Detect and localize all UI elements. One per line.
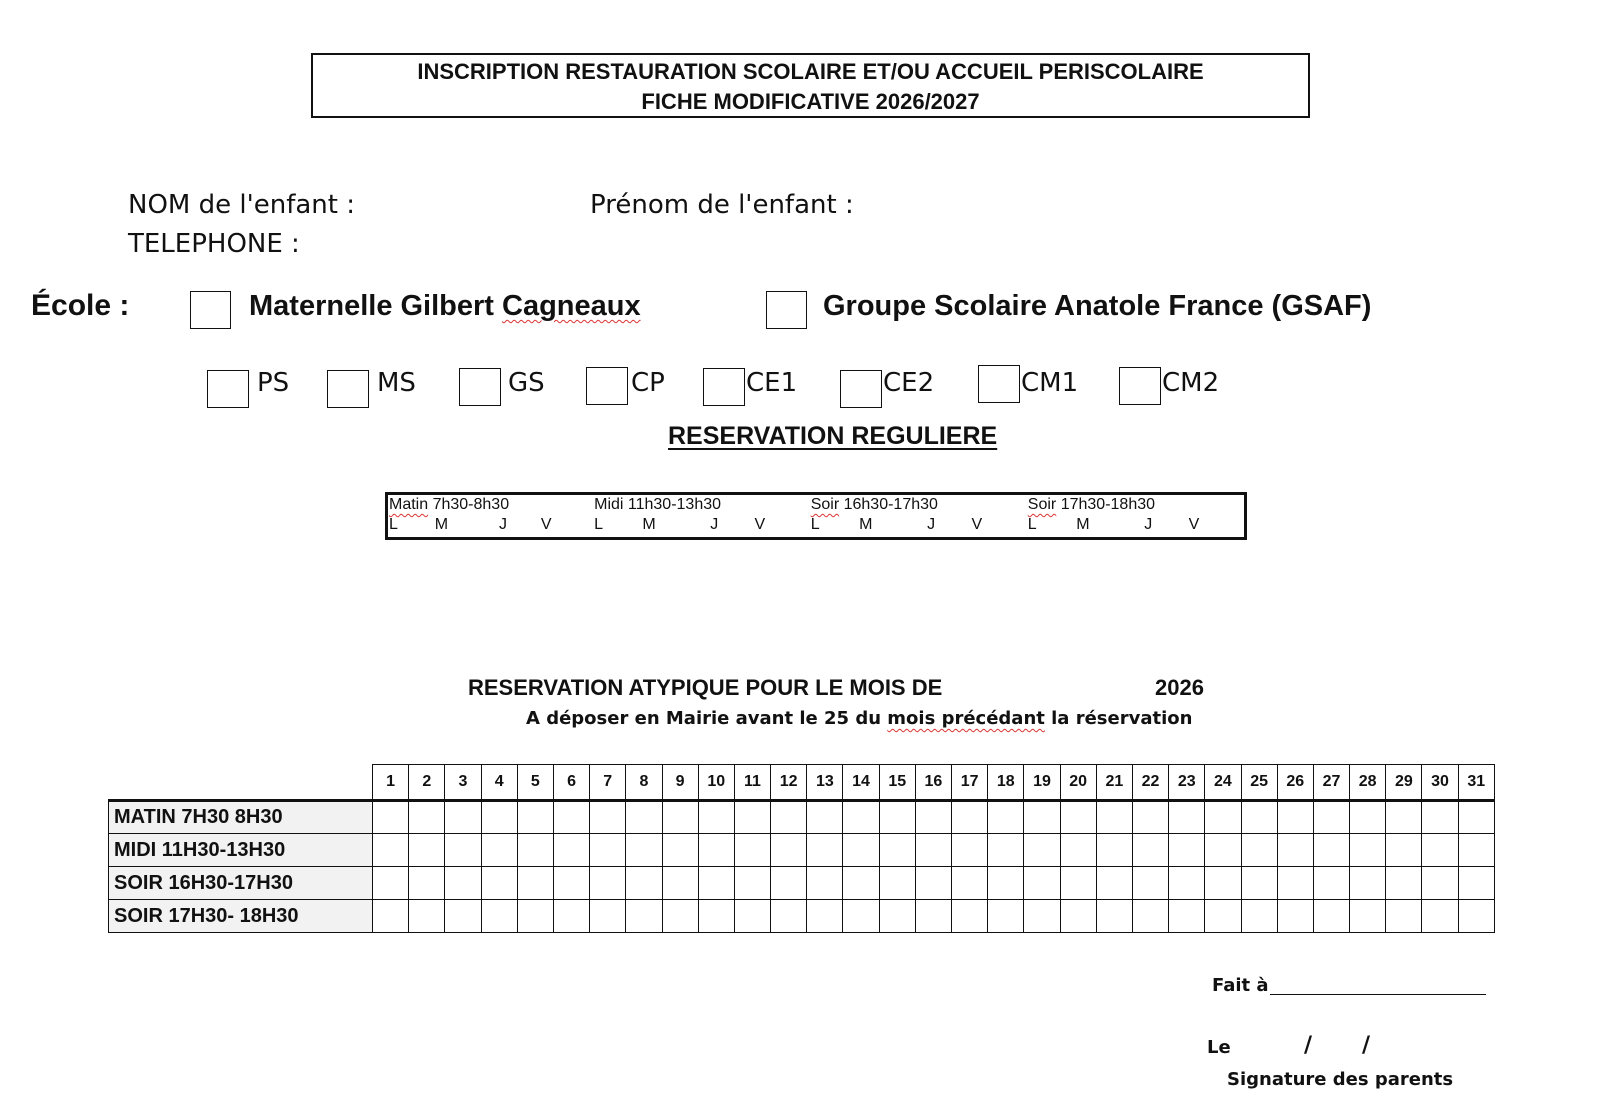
regular-day-checkbox[interactable] — [434, 535, 498, 537]
form-title-box — [311, 53, 1310, 118]
calendar-day-cell[interactable] — [1313, 900, 1349, 933]
form-subtitle: FICHE MODIFICATIVE 2026/2027 — [641, 89, 980, 114]
calendar-day-cell[interactable] — [1060, 801, 1096, 834]
calendar-day-cell[interactable] — [843, 867, 879, 900]
day-label: M — [859, 516, 873, 533]
form-title: INSCRIPTION RESTAURATION SCOLAIRE ET/OU ACCUEIL PERISCOLAIRE — [417, 59, 1204, 84]
calendar-day-cell[interactable] — [409, 867, 445, 900]
fait-a-line[interactable] — [1270, 994, 1486, 995]
calendar-day-cell[interactable] — [1132, 867, 1168, 900]
calendar-day-number: 13 — [807, 765, 843, 801]
calendar-day-number: 5 — [517, 765, 553, 801]
day-label: J — [927, 516, 936, 533]
calendar-day-cell[interactable] — [1024, 834, 1060, 867]
calendar-day-cell[interactable] — [1422, 867, 1458, 900]
regular-reservation-grid — [388, 495, 1244, 537]
calendar-day-cell[interactable] — [879, 900, 915, 933]
calendar-day-cell[interactable] — [1096, 834, 1132, 867]
calendar-day-cell[interactable] — [734, 801, 770, 834]
calendar-day-number: 22 — [1132, 765, 1168, 801]
day-label: L — [594, 516, 604, 533]
calendar-day-cell[interactable] — [1060, 867, 1096, 900]
calendar-day-cell[interactable] — [1422, 834, 1458, 867]
regular-days-row — [388, 515, 1244, 535]
calendar-day-cell[interactable] — [662, 867, 698, 900]
level-ce1-label: CE1 — [746, 368, 798, 398]
calendar-day-cell[interactable] — [1350, 867, 1386, 900]
level-cp-checkbox[interactable] — [586, 367, 628, 405]
calendar-day-cell[interactable] — [1024, 900, 1060, 933]
calendar-day-number: 30 — [1422, 765, 1458, 801]
calendar-day-number: 3 — [445, 765, 481, 801]
calendar-day-cell[interactable] — [1132, 834, 1168, 867]
calendar-day-cell[interactable] — [1096, 867, 1132, 900]
calendar-day-cell[interactable] — [517, 900, 553, 933]
calendar-day-cell[interactable] — [553, 801, 589, 834]
date-slash-2: / — [1362, 1033, 1371, 1058]
calendar-row-label: SOIR 16H30-17H30 — [109, 867, 373, 900]
level-gs-label: GS — [508, 368, 545, 398]
calendar-day-number: 12 — [771, 765, 807, 801]
calendar-day-cell[interactable] — [445, 834, 481, 867]
regular-day-checkbox[interactable] — [641, 535, 709, 537]
calendar-day-cell[interactable] — [373, 834, 409, 867]
calendar-day-cell[interactable] — [1277, 801, 1313, 834]
calendar-day-number: 14 — [843, 765, 879, 801]
calendar-day-number: 6 — [553, 765, 589, 801]
child-first-name-label: Prénom de l'enfant : — [590, 190, 854, 220]
slot-header-soir-1 — [810, 495, 1027, 515]
calendar-day-number: 24 — [1205, 765, 1241, 801]
calendar-day-cell[interactable] — [590, 867, 626, 900]
calendar-day-number: 7 — [590, 765, 626, 801]
calendar-row — [109, 867, 1495, 900]
calendar-day-cell[interactable] — [1313, 834, 1349, 867]
calendar-day-number: 26 — [1277, 765, 1313, 801]
calendar-day-cell[interactable] — [1169, 801, 1205, 834]
calendar-day-cell[interactable] — [1350, 834, 1386, 867]
atypical-calendar-table — [108, 764, 1495, 933]
calendar-row-label: MATIN 7H30 8H30 — [109, 801, 373, 834]
calendar-row — [109, 834, 1495, 867]
note-part-3: la réservation — [1044, 708, 1193, 729]
date-slash-1: / — [1304, 1033, 1313, 1058]
calendar-day-number: 8 — [626, 765, 662, 801]
calendar-day-cell[interactable] — [1277, 834, 1313, 867]
calendar-day-cell[interactable] — [1096, 900, 1132, 933]
level-cm1-checkbox[interactable] — [978, 365, 1020, 403]
calendar-day-cell[interactable] — [952, 900, 988, 933]
calendar-day-cell[interactable] — [952, 801, 988, 834]
calendar-day-cell[interactable] — [373, 900, 409, 933]
calendar-day-cell[interactable] — [1350, 900, 1386, 933]
day-label: V — [754, 516, 766, 533]
calendar-day-cell[interactable] — [409, 834, 445, 867]
calendar-day-cell[interactable] — [1132, 801, 1168, 834]
day-label: M — [434, 516, 449, 533]
level-ms-label: MS — [377, 368, 416, 398]
day-label: L — [1027, 516, 1037, 533]
calendar-day-cell[interactable] — [915, 900, 951, 933]
regular-reservation-table — [385, 492, 1247, 540]
school-maternelle-checkbox[interactable] — [190, 291, 231, 329]
calendar-day-cell[interactable] — [1241, 834, 1277, 867]
calendar-day-cell[interactable] — [590, 900, 626, 933]
calendar-day-cell[interactable] — [590, 801, 626, 834]
calendar-day-cell[interactable] — [1422, 801, 1458, 834]
calendar-day-cell[interactable] — [915, 834, 951, 867]
regular-day-checkbox[interactable] — [540, 535, 593, 537]
calendar-day-cell[interactable] — [698, 834, 734, 867]
calendar-day-cell[interactable] — [915, 801, 951, 834]
signature-label: Signature des parents — [1227, 1069, 1454, 1090]
calendar-day-cell[interactable] — [1458, 867, 1494, 900]
calendar-day-cell[interactable] — [626, 801, 662, 834]
calendar-day-cell[interactable] — [952, 867, 988, 900]
calendar-day-cell[interactable] — [517, 801, 553, 834]
calendar-day-cell[interactable] — [1350, 801, 1386, 834]
day-label: M — [642, 516, 656, 533]
day-label: V — [971, 516, 983, 533]
calendar-day-cell[interactable] — [771, 801, 807, 834]
calendar-row-label: SOIR 17H30- 18H30 — [109, 900, 373, 933]
calendar-day-cell[interactable] — [626, 867, 662, 900]
regular-day-checkbox[interactable] — [1188, 535, 1244, 537]
calendar-day-cell[interactable] — [1458, 900, 1494, 933]
day-label: M — [1076, 516, 1090, 533]
calendar-day-number: 4 — [481, 765, 517, 801]
level-cm2-checkbox[interactable] — [1119, 367, 1161, 405]
calendar-day-cell[interactable] — [879, 834, 915, 867]
level-ps-label: PS — [257, 368, 290, 398]
calendar-day-number: 17 — [952, 765, 988, 801]
calendar-day-cell[interactable] — [807, 867, 843, 900]
calendar-day-cell[interactable] — [590, 834, 626, 867]
calendar-day-cell[interactable] — [373, 801, 409, 834]
calendar-day-cell[interactable] — [734, 834, 770, 867]
calendar-day-cell[interactable] — [843, 900, 879, 933]
calendar-day-cell[interactable] — [626, 900, 662, 933]
calendar-day-cell[interactable] — [988, 867, 1024, 900]
school-maternelle-name: Maternelle Gilbert — [249, 290, 503, 322]
slot-header-soir-2 — [1027, 495, 1244, 515]
calendar-day-cell[interactable] — [1386, 867, 1422, 900]
regular-day-checkbox[interactable] — [1143, 535, 1187, 537]
school-maternelle-label — [249, 290, 641, 323]
calendar-day-cell[interactable] — [626, 834, 662, 867]
regular-day-checkbox[interactable] — [754, 535, 810, 537]
day-label: J — [710, 516, 719, 533]
calendar-day-cell[interactable] — [662, 834, 698, 867]
calendar-day-cell[interactable] — [1169, 834, 1205, 867]
calendar-day-cell[interactable] — [481, 867, 517, 900]
day-label: V — [1188, 516, 1200, 533]
day-label: J — [499, 516, 507, 533]
slot-matin-word: Matin — [389, 496, 429, 513]
calendar-day-cell[interactable] — [952, 834, 988, 867]
calendar-row-label: MIDI 11H30-13H30 — [109, 834, 373, 867]
calendar-day-number: 10 — [698, 765, 734, 801]
day-label: L — [389, 516, 398, 533]
calendar-day-cell[interactable] — [1205, 801, 1241, 834]
calendar-day-cell[interactable] — [807, 801, 843, 834]
regular-day-checkbox[interactable] — [970, 535, 1026, 537]
level-ce2-checkbox[interactable] — [840, 370, 882, 408]
slot-midi-word: Midi — [594, 496, 624, 513]
calendar-day-cell[interactable] — [1205, 834, 1241, 867]
calendar-day-cell[interactable] — [373, 867, 409, 900]
calendar-day-cell[interactable] — [1132, 900, 1168, 933]
slot-midi-time: 11h30-13h30 — [623, 496, 722, 513]
school-gsaf-checkbox[interactable] — [766, 291, 807, 329]
calendar-day-cell[interactable] — [843, 834, 879, 867]
atypical-reservation-title: RESERVATION ATYPIQUE POUR LE MOIS DE — [468, 675, 943, 700]
calendar-day-cell[interactable] — [1277, 867, 1313, 900]
calendar-day-cell[interactable] — [481, 834, 517, 867]
calendar-day-cell[interactable] — [698, 900, 734, 933]
regular-day-checkbox[interactable] — [593, 535, 641, 537]
slot-soir1-word: Soir — [810, 496, 840, 513]
fait-a-label: Fait à — [1212, 975, 1269, 996]
calendar-day-number: 19 — [1024, 765, 1060, 801]
atypical-reservation-note — [526, 708, 1192, 729]
regular-day-checkbox[interactable] — [709, 535, 753, 537]
day-label: L — [810, 516, 820, 533]
regular-day-checkbox[interactable] — [388, 535, 434, 537]
calendar-day-cell[interactable] — [988, 834, 1024, 867]
calendar-day-cell[interactable] — [1205, 900, 1241, 933]
regular-day-checkbox[interactable] — [858, 535, 926, 537]
calendar-day-cell[interactable] — [1458, 834, 1494, 867]
calendar-day-cell[interactable] — [1169, 867, 1205, 900]
calendar-day-cell[interactable] — [1241, 801, 1277, 834]
calendar-day-cell[interactable] — [1060, 900, 1096, 933]
calendar-day-number-row — [109, 765, 1495, 801]
regular-reservation-title: RESERVATION REGULIERE — [668, 422, 998, 450]
calendar-day-cell[interactable] — [879, 801, 915, 834]
telephone-label: TELEPHONE : — [128, 229, 300, 259]
calendar-day-number: 29 — [1386, 765, 1422, 801]
level-ps-checkbox[interactable] — [207, 370, 249, 408]
regular-day-checkbox[interactable] — [498, 535, 540, 537]
school-maternelle-surname: Cagneaux — [502, 290, 641, 322]
calendar-day-cell[interactable] — [807, 900, 843, 933]
regular-day-checkbox[interactable] — [1027, 535, 1075, 537]
calendar-day-cell[interactable] — [1386, 834, 1422, 867]
calendar-day-cell[interactable] — [1169, 900, 1205, 933]
calendar-day-number: 31 — [1458, 765, 1494, 801]
calendar-day-cell[interactable] — [662, 900, 698, 933]
calendar-day-cell[interactable] — [662, 801, 698, 834]
calendar-day-cell[interactable] — [734, 900, 770, 933]
slot-matin-time: 7h30-8h30 — [428, 496, 510, 513]
calendar-day-number: 28 — [1350, 765, 1386, 801]
calendar-day-cell[interactable] — [481, 801, 517, 834]
calendar-day-cell[interactable] — [1386, 801, 1422, 834]
regular-day-checkbox[interactable] — [1075, 535, 1143, 537]
calendar-day-cell[interactable] — [1205, 867, 1241, 900]
calendar-day-cell[interactable] — [1422, 900, 1458, 933]
level-cm1-label: CM1 — [1021, 368, 1079, 398]
school-gsaf-label: Groupe Scolaire Anatole France (GSAF) — [823, 290, 1372, 322]
level-gs-checkbox[interactable] — [459, 368, 501, 406]
calendar-day-number: 18 — [988, 765, 1024, 801]
calendar-day-number: 15 — [879, 765, 915, 801]
child-last-name-label: NOM de l'enfant : — [128, 190, 356, 220]
level-ms-checkbox[interactable] — [327, 370, 369, 408]
calendar-day-cell[interactable] — [409, 900, 445, 933]
day-label: J — [1144, 516, 1153, 533]
calendar-day-number: 25 — [1241, 765, 1277, 801]
calendar-day-cell[interactable] — [481, 900, 517, 933]
slot-soir2-word: Soir — [1027, 496, 1057, 513]
calendar-day-cell[interactable] — [1313, 867, 1349, 900]
calendar-day-cell[interactable] — [1241, 867, 1277, 900]
calendar-day-cell[interactable] — [698, 801, 734, 834]
school-label: École : — [31, 289, 130, 322]
slot-header-matin — [388, 495, 593, 515]
regular-slot-header-row — [388, 495, 1244, 515]
calendar-day-cell[interactable] — [1096, 801, 1132, 834]
calendar-day-number: 21 — [1096, 765, 1132, 801]
calendar-day-cell[interactable] — [517, 834, 553, 867]
level-ce1-checkbox[interactable] — [703, 368, 745, 406]
slot-soir1-time: 16h30-17h30 — [839, 496, 938, 513]
calendar-day-cell[interactable] — [734, 867, 770, 900]
calendar-day-cell[interactable] — [843, 801, 879, 834]
date-label: Le — [1207, 1037, 1231, 1058]
calendar-day-cell[interactable] — [553, 900, 589, 933]
regular-day-checkbox[interactable] — [926, 535, 970, 537]
regular-checkbox-row — [388, 535, 1244, 537]
calendar-day-cell[interactable] — [1458, 801, 1494, 834]
level-cp-label: CP — [631, 368, 665, 398]
calendar-day-number: 9 — [662, 765, 698, 801]
calendar-day-cell[interactable] — [1386, 900, 1422, 933]
calendar-row — [109, 900, 1495, 933]
calendar-day-cell[interactable] — [1024, 867, 1060, 900]
calendar-day-cell[interactable] — [445, 801, 481, 834]
calendar-day-cell[interactable] — [445, 867, 481, 900]
calendar-day-number: 1 — [373, 765, 409, 801]
calendar-day-cell[interactable] — [698, 867, 734, 900]
level-ce2-label: CE2 — [883, 368, 935, 398]
calendar-day-cell[interactable] — [1241, 900, 1277, 933]
calendar-day-number: 2 — [409, 765, 445, 801]
calendar-day-number: 11 — [734, 765, 770, 801]
calendar-day-number: 16 — [915, 765, 951, 801]
note-part-2: mois précédant — [887, 708, 1045, 729]
atypical-reservation-year: 2026 — [1155, 675, 1204, 700]
calendar-day-cell[interactable] — [517, 867, 553, 900]
calendar-day-cell[interactable] — [807, 834, 843, 867]
calendar-day-cell[interactable] — [553, 834, 589, 867]
calendar-day-cell[interactable] — [879, 867, 915, 900]
level-cm2-label: CM2 — [1162, 368, 1220, 398]
calendar-day-cell[interactable] — [988, 900, 1024, 933]
calendar-row — [109, 801, 1495, 834]
calendar-day-number: 23 — [1169, 765, 1205, 801]
regular-day-checkbox[interactable] — [810, 535, 858, 537]
calendar-day-cell[interactable] — [915, 867, 951, 900]
calendar-day-cell[interactable] — [409, 801, 445, 834]
calendar-day-cell[interactable] — [771, 900, 807, 933]
calendar-day-cell[interactable] — [553, 867, 589, 900]
calendar-day-cell[interactable] — [445, 900, 481, 933]
slot-header-midi — [593, 495, 810, 515]
calendar-day-cell[interactable] — [1277, 900, 1313, 933]
calendar-day-cell[interactable] — [988, 801, 1024, 834]
slot-soir2-time: 17h30-18h30 — [1056, 496, 1156, 513]
calendar-day-number: 27 — [1313, 765, 1349, 801]
calendar-day-cell[interactable] — [771, 834, 807, 867]
calendar-day-cell[interactable] — [1024, 801, 1060, 834]
calendar-corner — [109, 765, 373, 801]
calendar-day-cell[interactable] — [771, 867, 807, 900]
day-label: V — [540, 516, 552, 533]
calendar-day-cell[interactable] — [1060, 834, 1096, 867]
note-part-1: A déposer en Mairie avant le 25 du — [526, 708, 888, 729]
calendar-day-cell[interactable] — [1313, 801, 1349, 834]
calendar-day-number: 20 — [1060, 765, 1096, 801]
